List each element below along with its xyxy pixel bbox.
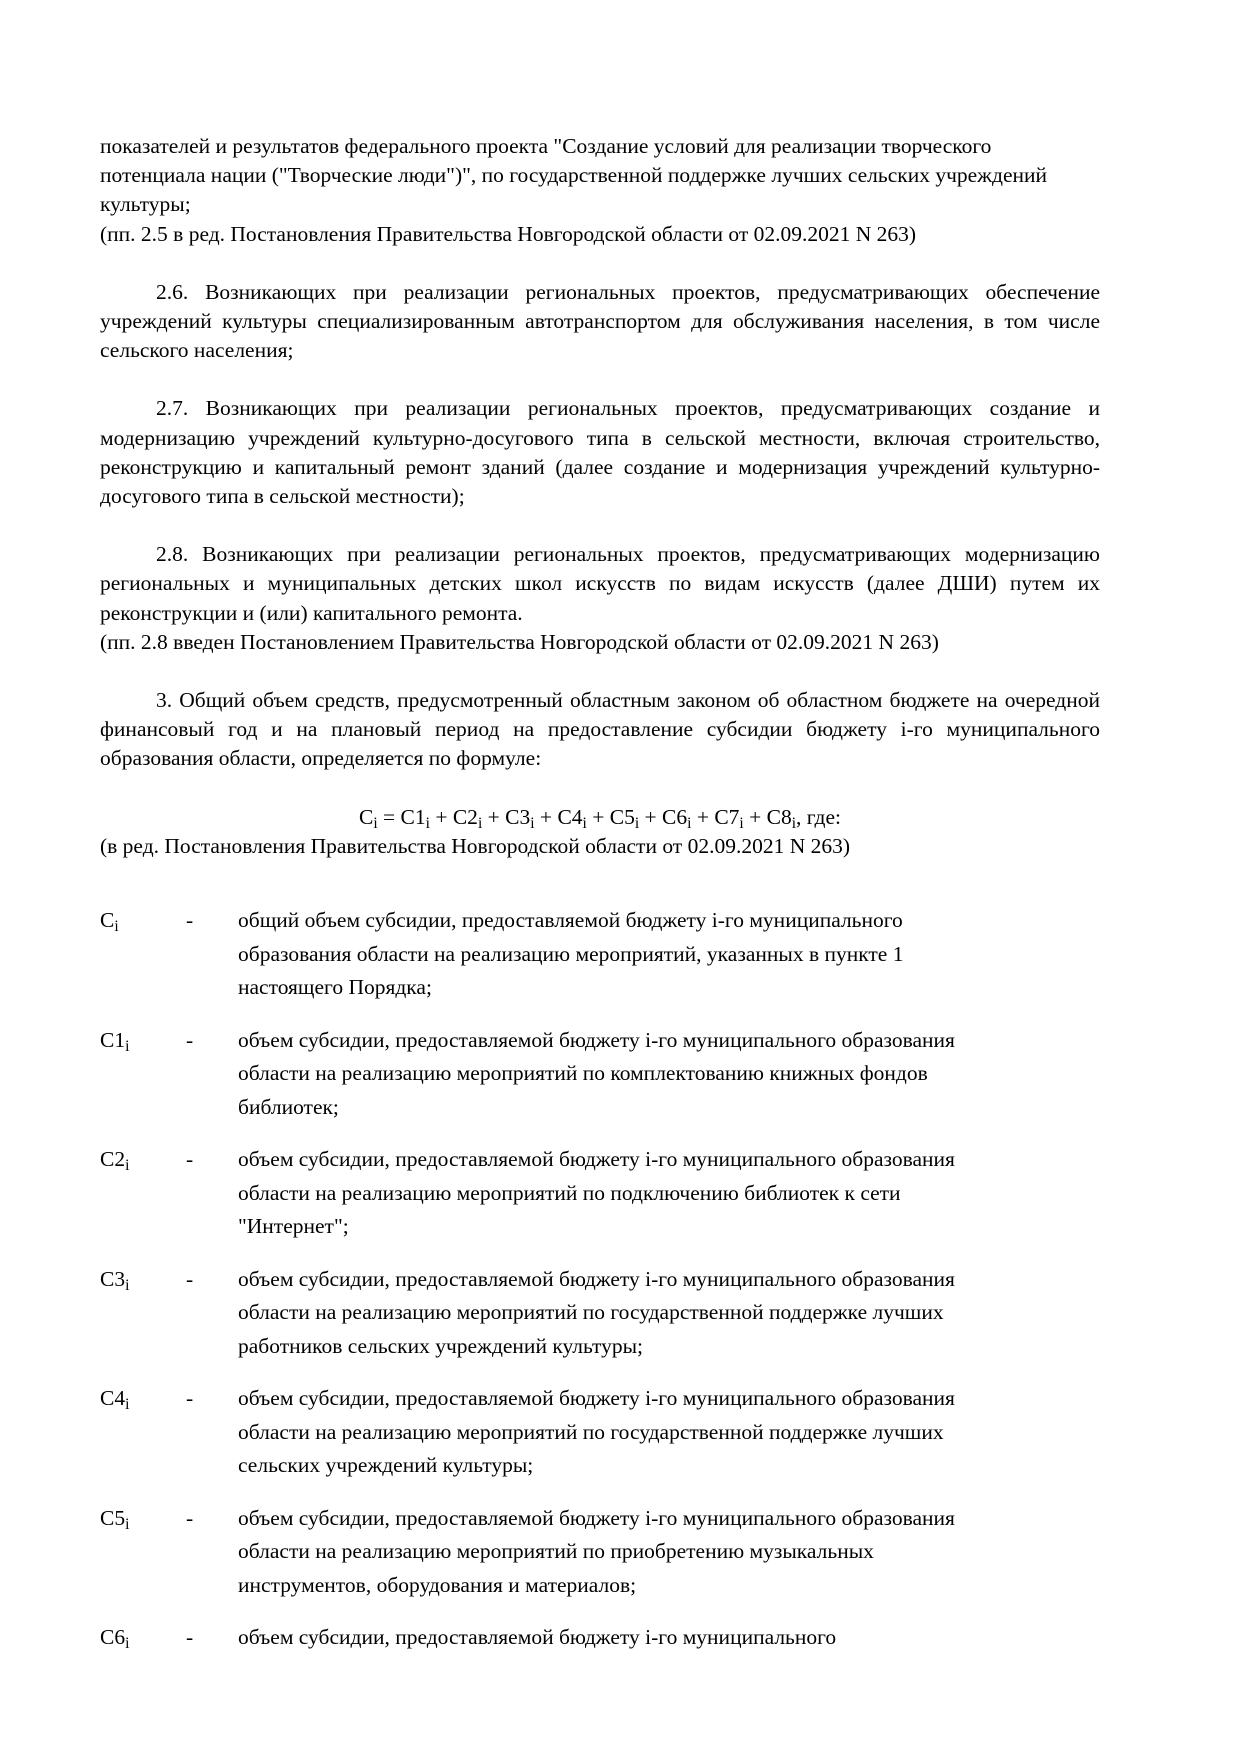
- definition-term-base: C6: [100, 1625, 126, 1650]
- spacer-cell: [100, 1363, 1100, 1382]
- definition-term: [100, 1621, 186, 1655]
- definition-term-subscript: i: [125, 1037, 130, 1055]
- definition-term-base: C2: [100, 1147, 126, 1172]
- paragraph-2-8: 2.8. Возникающих при реализации региональных проектов, предусматривающих модернизацию региональных и муниципальных детских школ искусств по видам искусств (далее ДШИ) путем их реконструкции и (или) капитального ремонта.: [100, 542, 1100, 625]
- definition-row-spacer: [100, 1363, 1100, 1382]
- definition-term-subscript: i: [125, 1515, 130, 1533]
- paragraph-2-6: 2.6. Возникающих при реализации региональных проектов, предусматривающих обеспечение учреждений культуры специализированным автотранспортом для обслуживания населения, в том числе сельского населения;: [100, 279, 1100, 363]
- formula-operator: +: [586, 804, 610, 829]
- paragraph-spacer: [100, 774, 1100, 803]
- formula-operator: +: [639, 804, 663, 829]
- paragraph-spacer: [100, 861, 1100, 890]
- formula-term: C1: [400, 804, 426, 829]
- formula-subscript: i: [687, 814, 692, 832]
- formula-subscript: i: [425, 814, 430, 832]
- paragraph-3: 3. Общий объем средств, предусмотренный областным законом об областном бюджете на очередной финансовый год и на плановый период на предоставление субсидии бюджету i-го муниципального образования области, определяется по формуле:: [100, 688, 1100, 771]
- paragraph-spacer: [100, 365, 1100, 394]
- definition-term-base: C4: [100, 1386, 126, 1411]
- amendment-note-formula: (в ред. Постановления Правительства Новгородской области от 02.09.2021 N 263): [100, 833, 851, 858]
- amendment-note-2-8: (пп. 2.8 введен Постановлением Правительства Новгородской области от 02.09.2021 N 263): [100, 629, 939, 654]
- definition-dash: -: [186, 908, 194, 933]
- definition-term-subscript: i: [125, 1635, 130, 1653]
- definition-dash: -: [186, 1147, 194, 1172]
- document-body: [100, 132, 1100, 1655]
- formula-term: C5: [609, 804, 635, 829]
- formula-operator: =: [377, 804, 401, 829]
- definition-term-subscript: i: [125, 1276, 130, 1294]
- paragraph-spacer: [100, 657, 1100, 686]
- definition-dash: -: [186, 1266, 194, 1291]
- formula-main: [100, 803, 1100, 832]
- formula-subscript: i: [530, 814, 535, 832]
- spacer-cell: [100, 1244, 1100, 1263]
- definition-row: [100, 1143, 1100, 1244]
- definition-term: [100, 1143, 186, 1244]
- formula-term: C4: [557, 804, 583, 829]
- amendment-note-2-5: (пп. 2.5 в ред. Постановления Правительства Новгородской области от 02.09.2021 N 263): [100, 221, 917, 246]
- definition-row: [100, 1263, 1100, 1364]
- definition-term: [100, 1263, 186, 1364]
- definition-term-subscript: i: [125, 1157, 130, 1175]
- spacer-cell: [100, 1005, 1100, 1024]
- paragraph-spacer: [100, 511, 1100, 540]
- formula-term: C2: [452, 804, 478, 829]
- definition-description: объем субсидии, предоставляемой бюджету i-го муниципального образования области на реализацию мероприятий по государственной поддержке лучших сельских учреждений культуры;: [238, 1386, 955, 1478]
- formula-operator: +: [743, 804, 767, 829]
- definition-dash: -: [186, 1386, 194, 1411]
- spacer-cell: [100, 1602, 1100, 1621]
- definition-description: общий объем субсидии, предоставляемой бюджету i-го муниципального образования области на реализацию мероприятий, указанных в пункте 1 настоящего Порядка;: [238, 908, 904, 1000]
- definition-row-spacer: [100, 1244, 1100, 1263]
- definition-dash: -: [186, 1625, 194, 1650]
- formula-term: C8: [766, 804, 792, 829]
- definition-term: [100, 1502, 186, 1603]
- formula-subscript: i: [791, 814, 797, 832]
- definition-term-base: C5: [100, 1505, 126, 1530]
- formula-subscript: i: [373, 814, 378, 832]
- definition-term-subscript: i: [125, 1396, 130, 1414]
- formula-subscript: i: [739, 814, 744, 832]
- definition-dash: -: [186, 1027, 194, 1052]
- definition-row-spacer: [100, 1124, 1100, 1143]
- definition-term-subscript: i: [114, 918, 119, 936]
- formula-term: C: [359, 804, 374, 829]
- definition-description: объем субсидии, предоставляемой бюджету i-го муниципального образования области на реализацию мероприятий по подключению библиотек к сети "Интернет";: [238, 1147, 955, 1239]
- definition-description: объем субсидии, предоставляемой бюджету i-го муниципального образования области на реализацию мероприятий по государственной поддержке лучших работников сельских учреждений культуры;: [238, 1266, 955, 1358]
- definition-term: [100, 1024, 186, 1125]
- formula-operator: +: [429, 804, 453, 829]
- formula-operator: +: [534, 804, 558, 829]
- definition-list: [100, 904, 1100, 1655]
- definition-description: объем субсидии, предоставляемой бюджету i-го муниципального образования области на реализацию мероприятий по комплектованию книжных фондов библиотек;: [238, 1027, 955, 1119]
- definition-description: объем субсидии, предоставляемой бюджету i-го муниципального: [238, 1625, 837, 1650]
- paragraph-spacer: [100, 890, 1100, 904]
- definition-row-spacer: [100, 1005, 1100, 1024]
- definition-row-spacer: [100, 1602, 1100, 1621]
- definition-row: [100, 1502, 1100, 1603]
- paragraph-2-5-continuation: показателей и результатов федерального проекта "Создание условий для реализации творческого потенциала нации ("Творческие люди")", по государственной поддержке лучших сельских учреждений культуры;: [100, 134, 1048, 217]
- definition-term-base: C1: [100, 1027, 126, 1052]
- definition-dash: -: [186, 1505, 194, 1530]
- definition-row: [100, 904, 1100, 1005]
- definition-term: [100, 1382, 186, 1483]
- formula-subscript: i: [582, 814, 587, 832]
- definition-description: объем субсидии, предоставляемой бюджету i-го муниципального образования области на реализацию мероприятий по приобретению музыкальных инструментов, оборудования и материалов;: [238, 1505, 955, 1597]
- paragraph-spacer: [100, 249, 1100, 278]
- definition-term: [100, 904, 186, 1005]
- definition-term-base: C: [100, 908, 115, 933]
- formula-subscript: i: [477, 814, 483, 832]
- definition-row: [100, 1621, 1100, 1655]
- formula-term: C3: [505, 804, 531, 829]
- definition-term-base: C3: [100, 1266, 126, 1291]
- formula-operator: +: [691, 804, 715, 829]
- formula-subscript: i: [634, 814, 640, 832]
- definition-row: [100, 1024, 1100, 1125]
- definition-row-spacer: [100, 1483, 1100, 1502]
- paragraph-2-7: 2.7. Возникающих при реализации региональных проектов, предусматривающих создание и модернизацию учреждений культурно-досугового типа в сельской местности, включая строительство, реконструкцию и капитальный ремонт зданий (далее создание и модернизация учреждений культурно-досугового типа в сельской местности);: [100, 396, 1100, 509]
- formula-term: C7: [714, 804, 740, 829]
- definition-row: [100, 1382, 1100, 1483]
- spacer-cell: [100, 1124, 1100, 1143]
- formula-operator: +: [482, 804, 506, 829]
- spacer-cell: [100, 1483, 1100, 1502]
- formula-term: C6: [662, 804, 688, 829]
- formula-operator: , где:: [796, 804, 841, 829]
